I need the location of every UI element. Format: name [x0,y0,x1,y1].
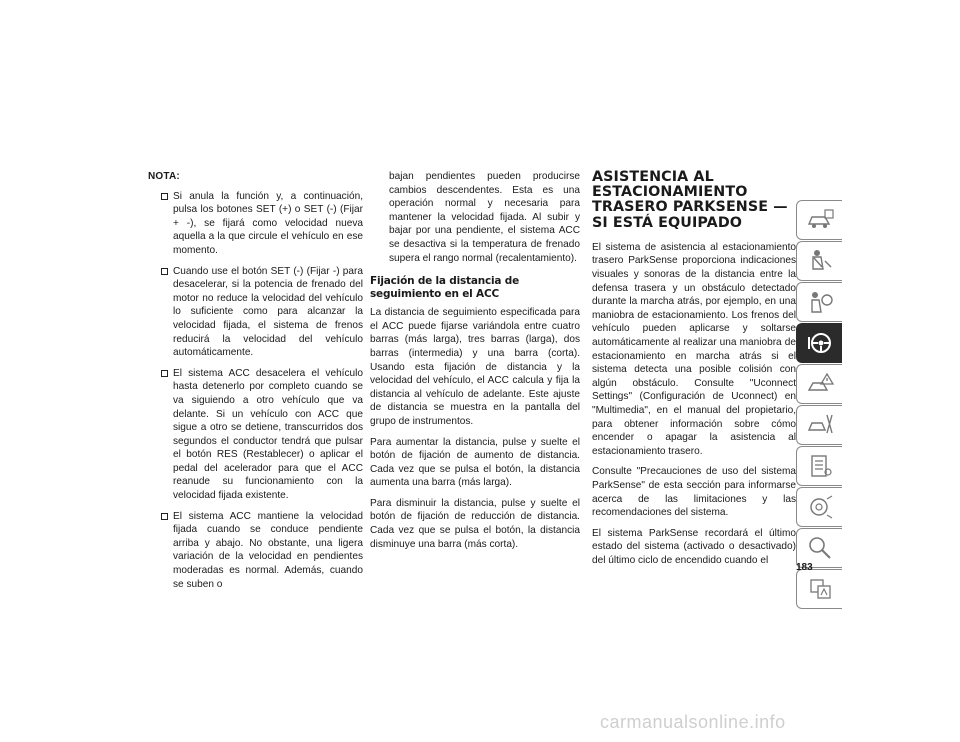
note-label: NOTA: [148,171,180,182]
steering-wheel-icon [805,329,835,357]
chapter-tabs [796,200,842,610]
section-subheading: Fijación de la distancia de seguimiento en el ACC [370,275,520,301]
airbag-icon [805,288,835,316]
paragraph: Para disminuir la distancia, pulse y suelte el botón de fijación de reducción de distancia. Cada vez que se pulsa el botón, la distancia disminuye una barra (más corta). [370,497,580,550]
tab-chapter-3[interactable] [796,282,842,322]
tab-chapter-4-active[interactable] [796,323,842,363]
tab-chapter-10[interactable] [796,569,842,609]
service-tools-icon [805,411,835,439]
right-column [592,170,796,574]
tab-chapter-8[interactable] [796,487,842,527]
tab-chapter-1[interactable] [796,200,842,240]
language-icon [805,575,835,603]
multimedia-icon [805,493,835,521]
paragraph: Consulte "Precauciones de uso del sistema ParkSense" de esta sección para informarse acerca de las limitaciones y las recomendaciones del sistema. [592,466,796,519]
car-info-icon [805,206,835,234]
tab-chapter-5[interactable] [796,364,842,404]
tab-chapter-7[interactable] [796,446,842,486]
bullet-square-icon [161,193,168,200]
bullet-item: El sistema ACC desacelera el vehículo hasta detenerlo por completo cuando se va siguiendo a otro vehículo que va delante. Si un vehículo con ACC que sigue a otro se detiene, transcurridos dos segundos el conductor tendrá que pulsar el botón RES (Restablecer) o aplicar el pedal del acelerador para que el ACC reanude su funcionamiento con la velocidad fijada existente. [148,367,363,503]
bullet-square-icon [161,370,168,377]
left-column [148,170,363,598]
paragraph: El sistema ParkSense recordará el último estado del sistema (activado o desactivado) del último ciclo de encendido cuando el [592,527,796,566]
index-search-icon [805,534,835,562]
middle-column [370,170,580,558]
specifications-list-icon [805,452,835,480]
bullet-item: Si anula la función y, a continuación, pulsa los botones SET (+) o SET (-) (Fijar + -), se fijará como velocidad nueva aquella a la que circule el vehículo en ese momento. [148,190,363,258]
paragraph: El sistema de asistencia al estacionamiento trasero ParkSense proporciona indicaciones visuales y sonoras de la distancia entre la defensa trasera y un obstáculo detectado durante la marcha atrás, por ejemplo, en una maniobra de estacionamiento. Los frenos del vehículo pueden aplicarse y soltarse automáticamente al realizar una maniobra de estacionamiento en marcha atrás si el sistema detecta una posible colisión con algún obstáculo. Consulte "Uconnect Settings" (Configuración de Uconnect) en "Multimedia", en el manual del propietario, para obtener información sobre cómo encender o apagar la asistencia al estacionamiento trasero. [592,241,796,457]
bullet-square-icon [161,268,168,275]
seat-belt-icon [805,247,835,275]
tab-chapter-2[interactable] [796,241,842,281]
page-number: 183 [796,562,813,573]
watermark: carmanualsonline.info [600,712,786,732]
bullet-square-icon [161,513,168,520]
section-heading: ASISTENCIA AL ESTACIONAMIENTO TRASERO PARKSENSE — SI ESTÁ EQUIPADO [592,169,788,231]
paragraph: Para aumentar la distancia, pulse y suelte el botón de fijación de aumento de distancia. Cada vez que se pulsa el botón, la distancia aumenta una barra (más larga). [370,436,580,489]
crash-warning-icon [805,370,835,398]
bullet-item: Cuando use el botón SET (-) (Fijar -) para desacelerar, si la potencia de frenado del motor no reduce la velocidad del vehículo lo suficiente como para alcanzar la velocidad fijada, el sistema de frenos reducirá la velocidad del vehículo automáticamente. [148,265,363,360]
bullet-continuation: bajan pendientes pueden producirse cambios descendentes. Esta es una operación normal y necesaria para mantener la velocidad fijada. Al subir y bajar por una pendiente, el sistema ACC se desactiva si la temperatura de frenado supera el rango normal (recalentamiento). [389,171,580,264]
bullet-item: El sistema ACC mantiene la velocidad fijada cuando se conduce pendiente arriba y abajo. No obstante, una ligera variación de la velocidad en pendientes moderadas es normal. Además, cuando se suben o [148,510,363,592]
tab-chapter-6[interactable] [796,405,842,445]
paragraph: La distancia de seguimiento especificada para el ACC puede fijarse variándola entre cuatro barras (más larga), tres barras (larga), dos barras (intermedia) y una barra (corta). Usando esta fijación de distancia y la velocidad del vehículo, el ACC calcula y fija la distancia al vehículo de adelante. Este ajuste de distancia se muestra en la pantalla del grupo de instrumentos. [370,307,580,427]
